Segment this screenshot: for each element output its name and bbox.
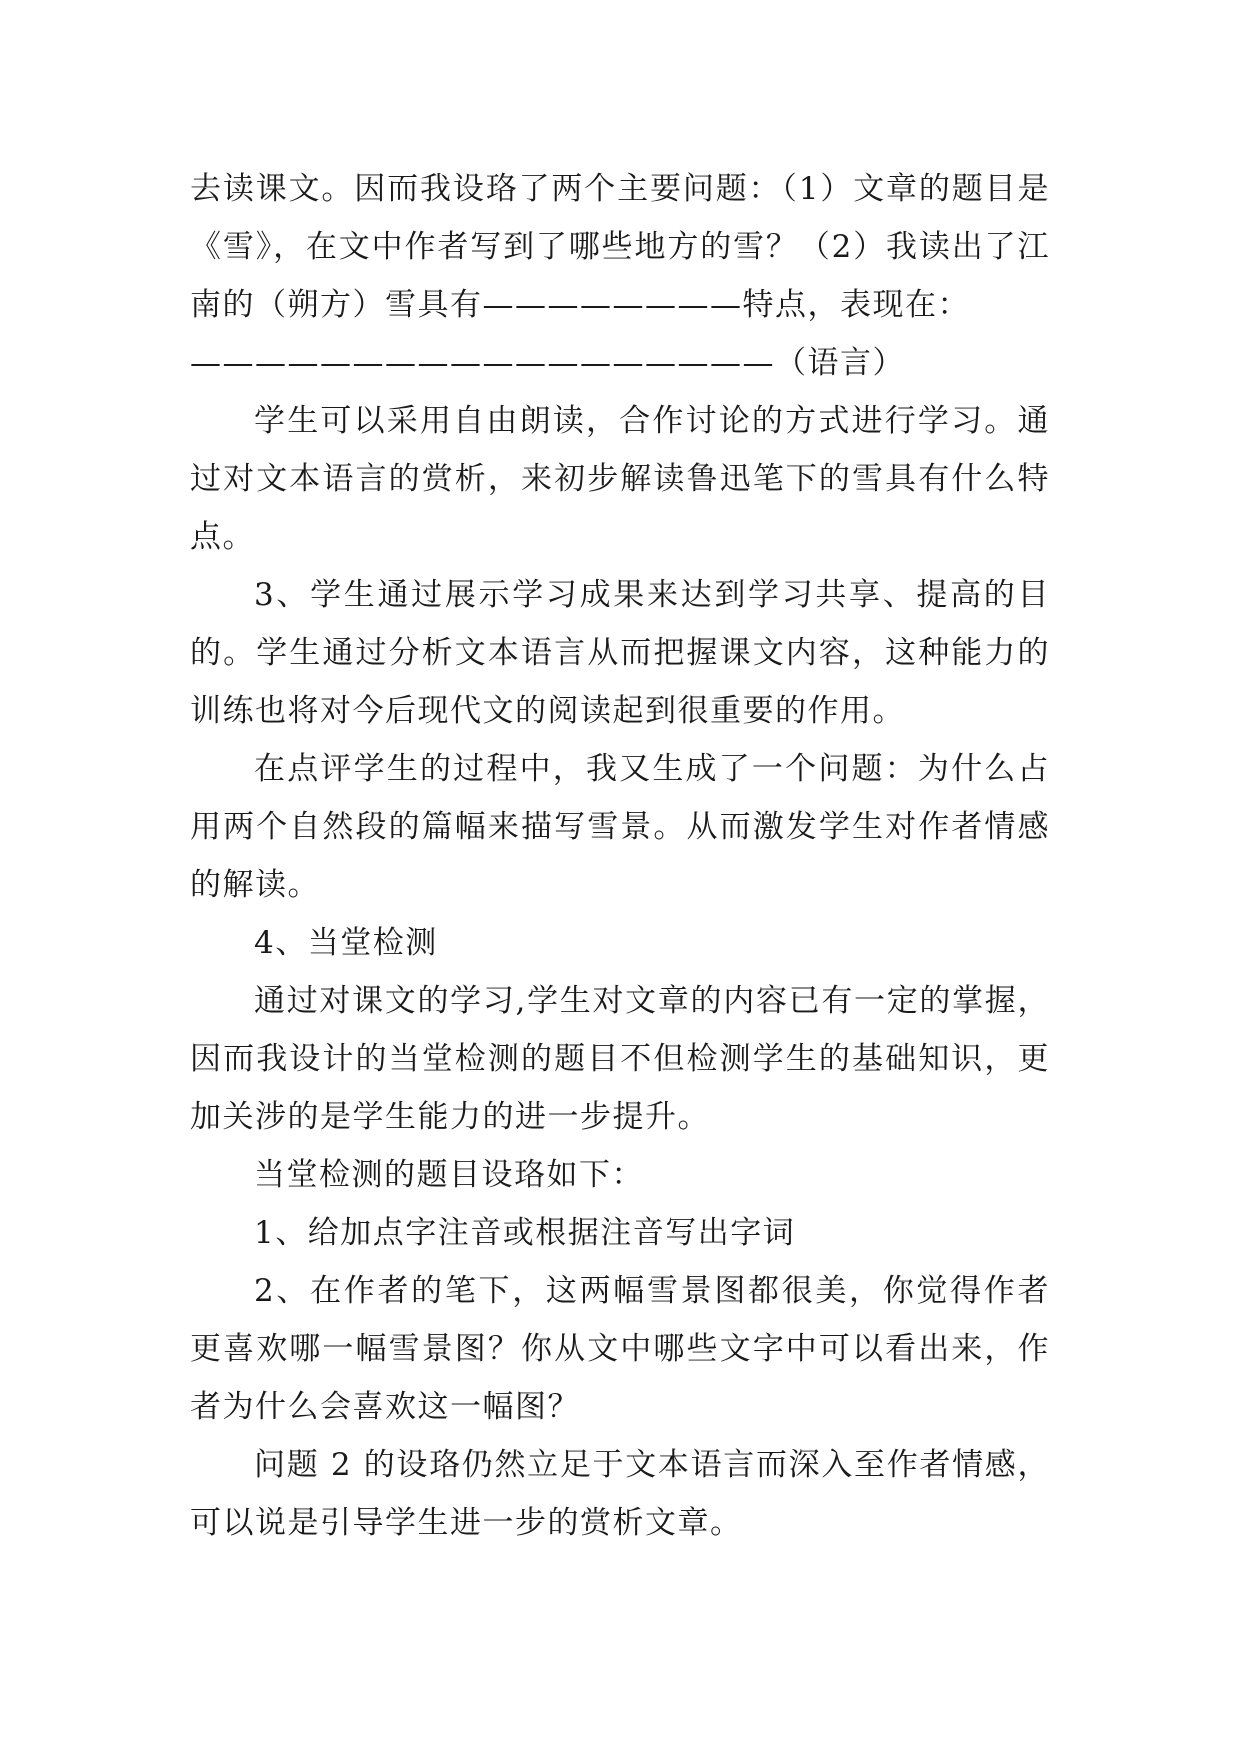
paragraph-question-2-note: 问题 2 的设珞仍然立足于文本语言而深入至作者情感，可以说是引导学生进一步的赏析文章。	[190, 1447, 1050, 1541]
paragraph-step-4-heading: 4、当堂检测	[254, 925, 438, 961]
paragraph-test-intro: 当堂检测的题目设珞如下：	[254, 1157, 644, 1193]
paragraph-test-item-2: 2、在作者的笔下，这两幅雪景图都很美，你觉得作者更喜欢哪一幅雪景图？你从文中哪些文字中可以看出来，作者为什么会喜欢这一幅图？	[190, 1273, 1050, 1425]
paragraph-step-3: 3、学生通过展示学习成果来达到学习共享、提高的目的。学生通过分析文本语言从而把握课文内容，这种能力的训练也将对今后现代文的阅读起到很重要的作用。	[190, 577, 1050, 729]
paragraph-student-reading: 学生可以采用自由朗读，合作讨论的方式进行学习。通过对文本语言的赏析，来初步解读鲁迅笔下的雪具有什么特点。	[190, 403, 1050, 555]
paragraph-questions: 去读课文。因而我设珞了两个主要问题：（1）文章的题目是《雪》，在文中作者写到了哪些地方的雪？（2）我读出了江南的（朔方）雪具有————————特点，表现在：	[190, 171, 1050, 323]
paragraph-review-question: 在点评学生的过程中，我又生成了一个问题：为什么占用两个自然段的篇幅来描写雪景。从而激发学生对作者情感的解读。	[190, 751, 1050, 903]
document-body	[190, 160, 1050, 1552]
paragraph-test-design: 通过对课文的学习,学生对文章的内容已有一定的掌握，因而我设计的当堂检测的题目不但检测学生的基础知识，更加关涉的是学生能力的进一步提升。	[190, 983, 1050, 1135]
paragraph-test-item-1: 1、给加点字注音或根据注音写出字词	[254, 1215, 796, 1251]
paragraph-blank-language: ——————————————————（语言）	[190, 345, 905, 381]
